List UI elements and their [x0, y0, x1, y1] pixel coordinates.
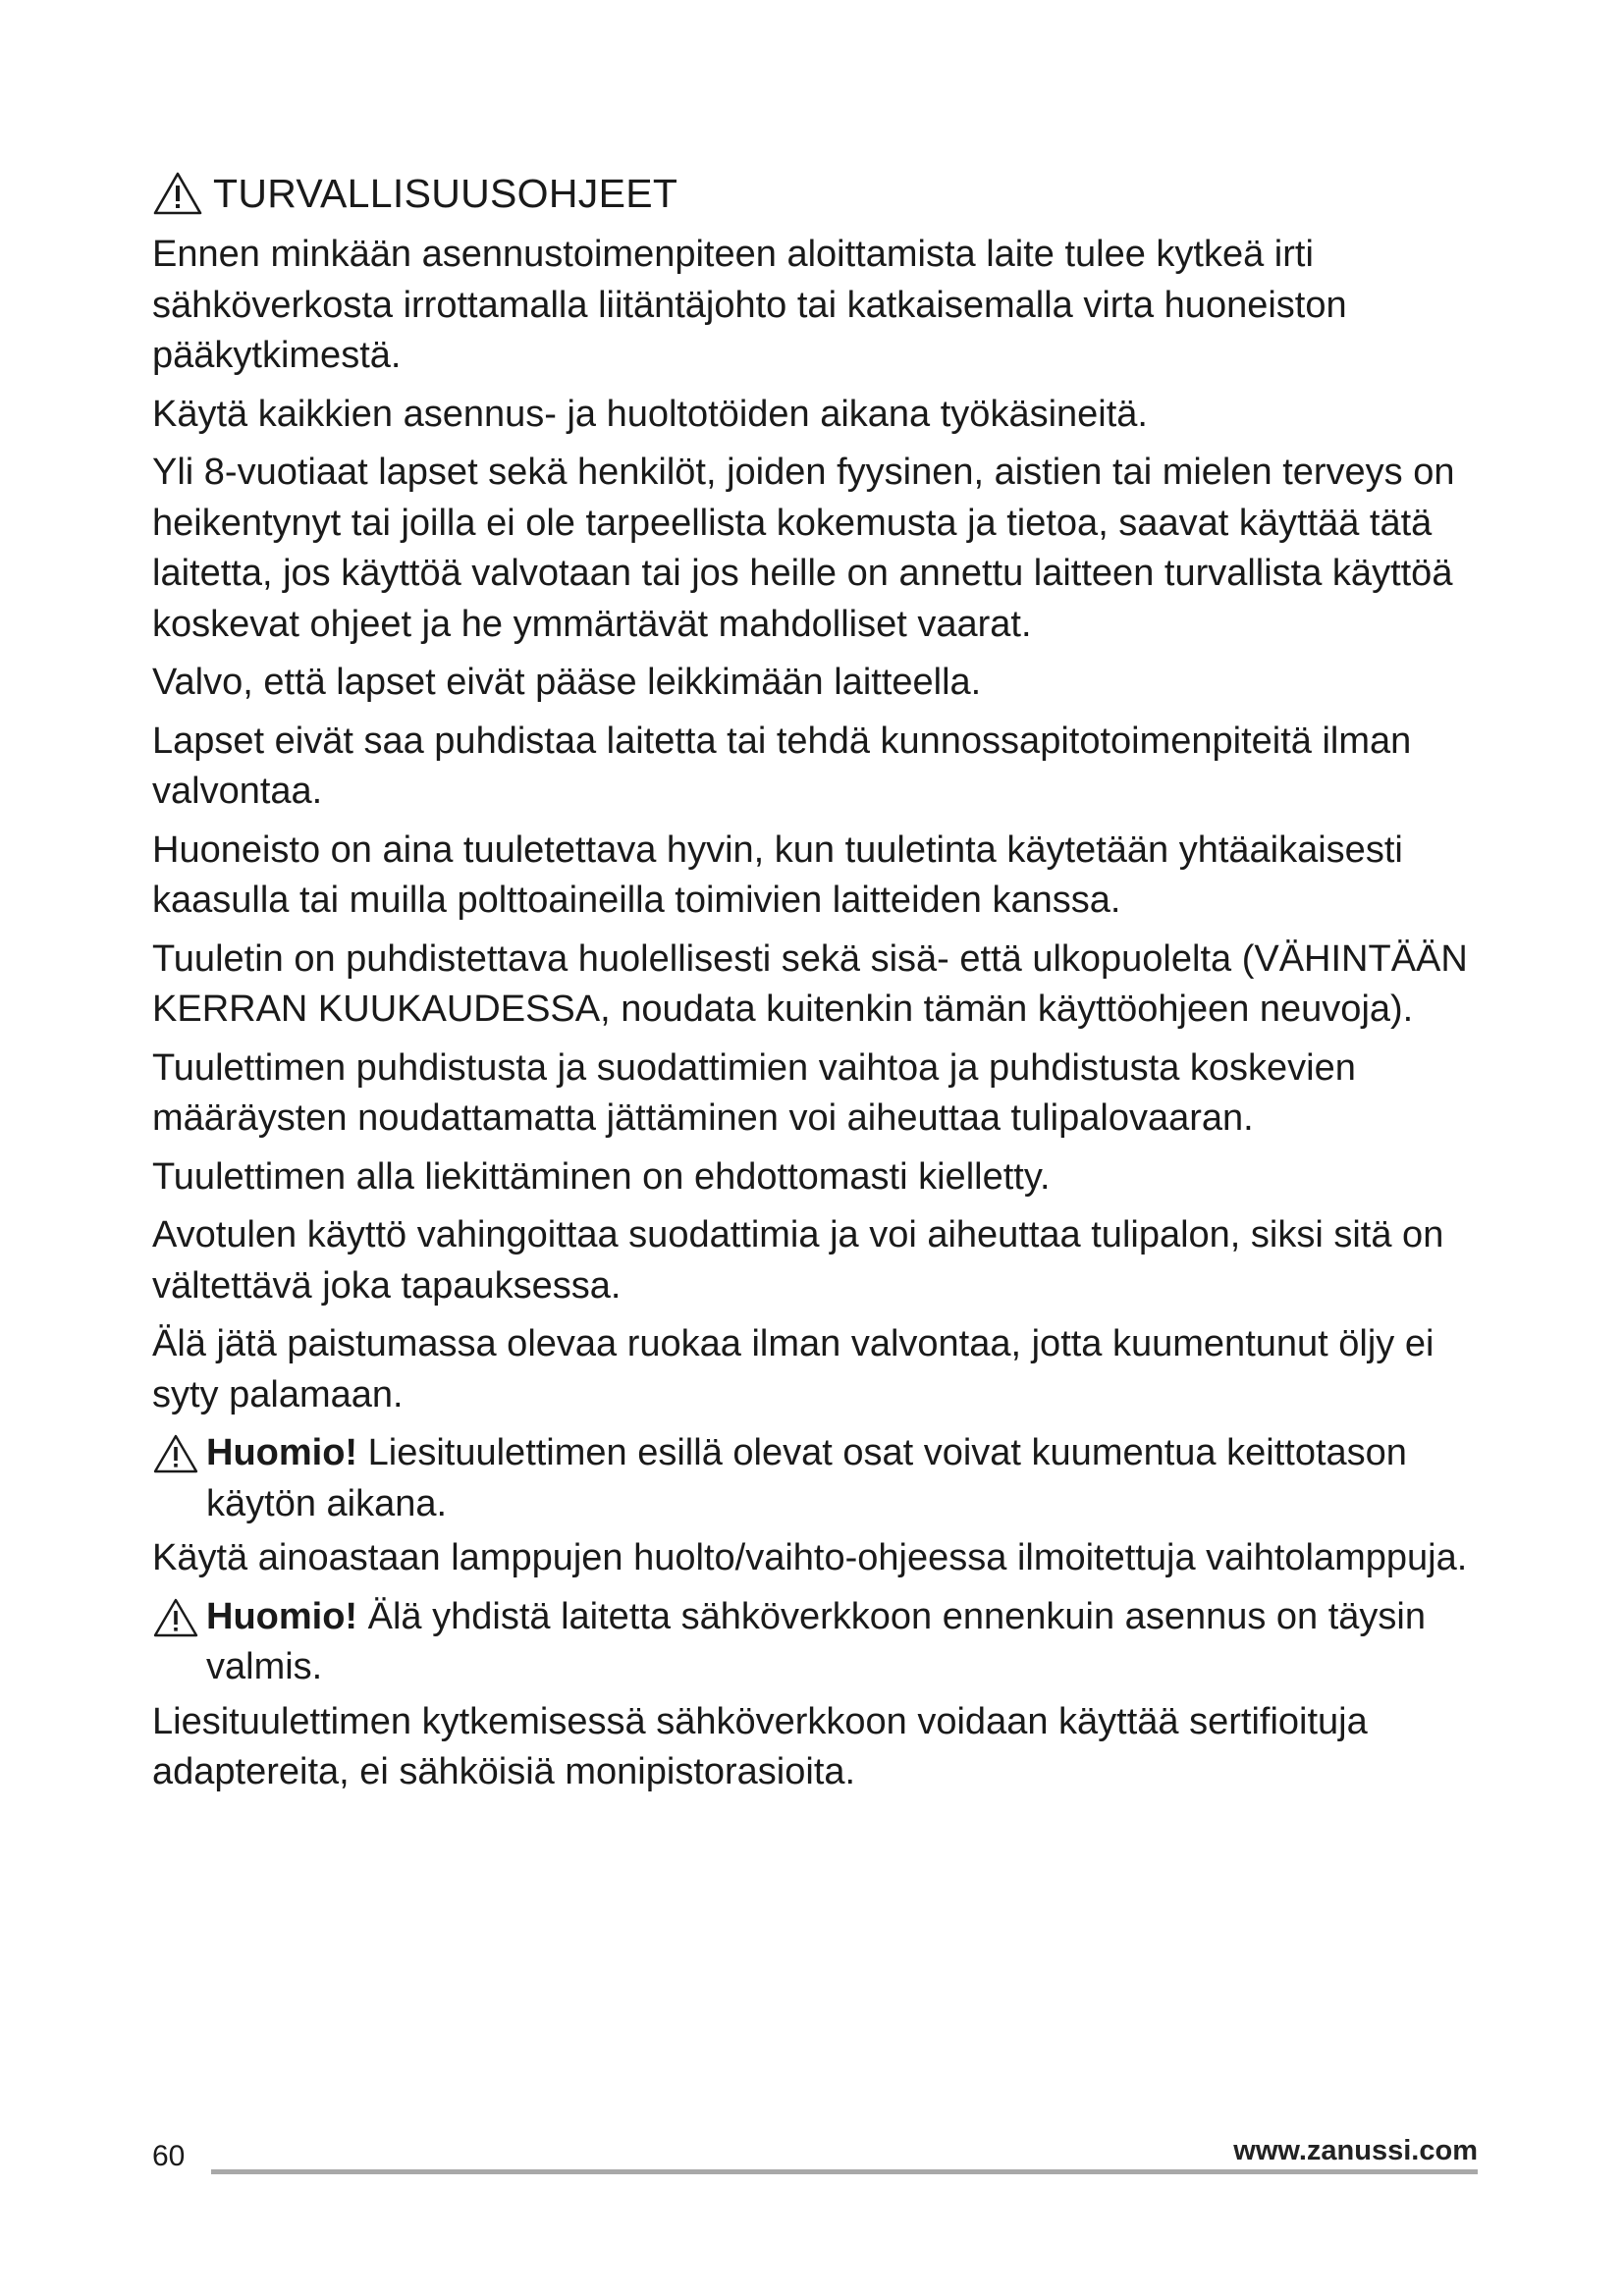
footer-divider [211, 2169, 1478, 2174]
paragraph-fire-risk: Tuulettimen puhdistusta ja suodattimien vaihtoa ja puhdistusta koskevien määräysten noudattamatta jättäminen voi aiheuttaa tulipalovaaran. [152, 1046, 1356, 1139]
paragraph-children-cleaning: Lapset eivät saa puhdistaa laitetta tai tehdä kunnossapitotoimenpiteitä ilman valvontaa. [152, 720, 1412, 812]
warning-text: Älä yhdistä laitetta sähköverkkoon ennenkuin asennus on täysin valmis. [206, 1595, 1426, 1687]
paragraph-lamps: Käytä ainoastaan lamppujen huolto/vaihto-ohjeessa ilmoitettuja vaihtolamppuja. [152, 1537, 1468, 1578]
paragraph-cleaning: Tuuletin on puhdistettava huolellisesti sekä sisä- että ulkopuolelta (VÄHINTÄÄN KERRAN KUUKAUDESSA, noudata kuitenkin tämän käyttöohjeen neuvoja). [152, 937, 1468, 1030]
page-footer [152, 2134, 1478, 2173]
paragraph-children-persons: Yli 8-vuotiaat lapset sekä henkilöt, joiden fyysinen, aistien tai mielen terveys on heikentynyt tai joilla ei ole tarpeellista kokemusta ja tietoa, saavat käyttää tätä laitetta, jos käyttöä valvotaan tai jos heille on annettu laitteen turvallista käyttöä koskevat ohjeet ja he ymmärtävät mahdolliset vaarat. [152, 452, 1455, 645]
paragraph-adapters: Liesituulettimen kytkemisessä sähköverkkoon voidaan käyttää sertifioituja adaptereita, ei sähköisiä monipistorasioita. [152, 1700, 1368, 1792]
section-heading [152, 167, 1478, 220]
website-link[interactable]: www.zanussi.com [1233, 2135, 1478, 2166]
page-content [152, 167, 1478, 1806]
warning-hot-parts [152, 1428, 1478, 1529]
warning-triangle-icon [152, 171, 203, 216]
paragraph-supervise-children: Valvo, että lapset eivät pääse leikkimään laitteella. [152, 662, 982, 703]
paragraph-ventilation: Huoneisto on aina tuuletettava hyvin, kun tuuletinta käytetään yhtäaikaisesti kaasulla tai muilla polttoaineilla toimivien laitteiden kanssa. [152, 828, 1403, 921]
warning-do-not-connect [152, 1592, 1478, 1693]
warning-label: Huomio! [206, 1595, 358, 1637]
warning-triangle-icon [152, 1434, 199, 1473]
warning-triangle-icon [152, 1598, 199, 1637]
section-title: TURVALLISUUSOHJEET [213, 171, 678, 216]
page-number: 60 [152, 2140, 186, 2172]
paragraph-flambe: Tuulettimen alla liekittäminen on ehdottomasti kielletty. [152, 1155, 1051, 1198]
paragraph-gloves: Käytä kaikkien asennus- ja huoltotöiden aikana työkäsineitä. [152, 393, 1148, 435]
paragraph-open-flame: Avotulen käyttö vahingoittaa suodattimia ja voi aiheuttaa tulipalon, siksi sitä on vältettävä joka tapauksessa. [152, 1214, 1444, 1307]
paragraph-frying: Älä jätä paistumassa olevaa ruokaa ilman valvontaa, jotta kuumentunut öljy ei syty palamaan. [152, 1323, 1435, 1415]
paragraph-disconnect: Ennen minkään asennustoimenpiteen aloittamista laite tulee kytkeä irti sähköverkosta irrottamalla liitäntäjohto tai katkaisemalla virta huoneiston pääkytkimestä. [152, 234, 1347, 376]
warning-text: Liesituulettimen esillä olevat osat voivat kuumentua keittotason käytön aikana. [206, 1432, 1407, 1524]
warning-label: Huomio! [206, 1432, 358, 1473]
